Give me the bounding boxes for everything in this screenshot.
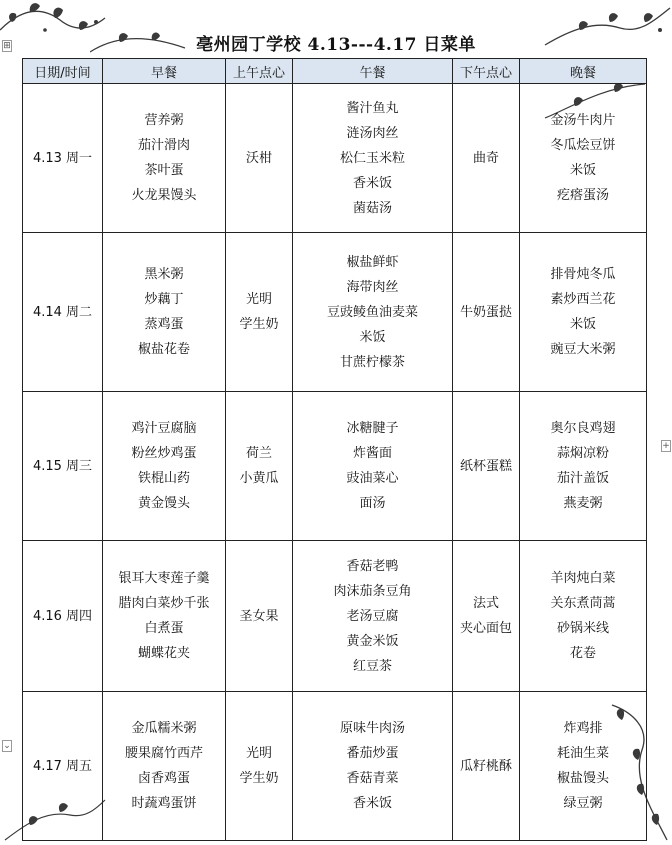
- menu-item: 花卷: [569, 646, 596, 661]
- header-morning-snack: 上午点心: [226, 59, 293, 84]
- menu-item: 香菇老鸭: [346, 558, 399, 574]
- menu-item: 小黄瓜: [239, 471, 279, 486]
- menu-item: 香米饭: [352, 796, 392, 811]
- dinner-cell: [520, 84, 647, 233]
- table-row: [23, 692, 647, 841]
- afternoon-snack-cell: [453, 233, 520, 392]
- menu-item: 涟汤肉丝: [346, 125, 399, 141]
- menu-item: 炸鸡排: [563, 721, 603, 736]
- menu-item: 香菇青菜: [346, 771, 399, 786]
- menu-item: 夹心面包: [459, 621, 512, 636]
- menu-item: 铁棍山药: [137, 471, 190, 486]
- breakfast-cell: [103, 692, 226, 841]
- header-date: 日期/时间: [23, 59, 103, 84]
- menu-item: 时蔬鸡蛋饼: [131, 796, 197, 811]
- menu-item: 羊肉炖白菜: [550, 571, 616, 586]
- afternoon-snack-cell: [453, 541, 520, 692]
- menu-item: 黄金米饭: [346, 633, 399, 649]
- menu-item: 红豆茶: [352, 658, 392, 674]
- table-row: [23, 392, 647, 541]
- lunch-cell: [293, 233, 453, 392]
- menu-item: 面汤: [359, 496, 386, 511]
- menu-item: 米饭: [569, 317, 596, 332]
- date-cell: 4.13 周一: [23, 84, 103, 233]
- morning-snack-cell: [226, 692, 293, 841]
- menu-item: 菌菇汤: [352, 200, 392, 216]
- menu-item: 白煮蛋: [144, 621, 184, 636]
- date-cell: 4.17 周五: [23, 692, 103, 841]
- morning-snack-cell: [226, 392, 293, 541]
- breakfast-cell: [103, 84, 226, 233]
- menu-item: 砂锅米线: [556, 621, 609, 636]
- menu-item: 火龙果馒头: [131, 188, 197, 203]
- menu-item: 牛奶蛋挞: [459, 304, 512, 320]
- menu-item: 沃柑: [245, 150, 272, 166]
- dinner-cell: [520, 233, 647, 392]
- lunch-cell: [293, 541, 453, 692]
- header-afternoon-snack: 下午点心: [453, 59, 520, 84]
- menu-item: 原味牛肉汤: [339, 721, 405, 736]
- date-cell: 4.15 周三: [23, 392, 103, 541]
- menu-item: 黄金馒头: [137, 496, 190, 511]
- menu-item: 腰果腐竹西芹: [124, 746, 203, 761]
- menu-item: 排骨炖冬瓜: [550, 267, 616, 282]
- menu-item: 椒盐馒头: [556, 771, 609, 786]
- menu-item: 银耳大枣莲子羹: [118, 571, 210, 586]
- menu-item: 黑米粥: [144, 267, 184, 282]
- menu-item: 学生奶: [239, 771, 279, 786]
- menu-item: 炒藕丁: [144, 292, 184, 307]
- afternoon-snack-cell: [453, 84, 520, 233]
- header-row: [23, 59, 647, 84]
- menu-item: 卤香鸡蛋: [137, 771, 190, 786]
- menu-item: 米饭: [569, 163, 596, 178]
- morning-snack-cell: [226, 84, 293, 233]
- menu-item: 冬瓜烩豆饼: [550, 138, 616, 153]
- menu-item: 豌豆大米粥: [550, 342, 616, 357]
- menu-item: 耗油生菜: [556, 746, 609, 761]
- menu-item: 酱汁鱼丸: [346, 100, 399, 116]
- menu-item: 松仁玉米粒: [339, 150, 405, 166]
- menu-item: 疙瘩蛋汤: [556, 188, 609, 203]
- menu-item: 鸡汁豆腐脑: [131, 421, 197, 436]
- menu-item: 荷兰: [245, 446, 272, 461]
- add-column-icon[interactable]: +: [662, 441, 670, 451]
- menu-item: 炸酱面: [352, 446, 392, 461]
- lunch-cell: [293, 84, 453, 233]
- menu-item: 蒸鸡蛋: [144, 317, 184, 332]
- morning-snack-cell: [226, 541, 293, 692]
- menu-item: 绿豆粥: [563, 796, 603, 811]
- menu-item: 豉油菜心: [346, 471, 399, 486]
- date-cell: 4.14 周二: [23, 233, 103, 392]
- menu-item: 甘蔗柠檬茶: [339, 354, 405, 370]
- menu-item: 曲奇: [472, 150, 499, 166]
- menu-item: 素炒西兰花: [550, 292, 616, 307]
- menu-item: 法式: [472, 596, 499, 611]
- page-title: 亳州园丁学校 4.13---4.17 日菜单: [196, 35, 476, 55]
- afternoon-snack-cell: [453, 392, 520, 541]
- table-row: [23, 541, 647, 692]
- dinner-cell: [520, 392, 647, 541]
- menu-item: 金汤牛肉片: [550, 113, 616, 128]
- menu-item: 番茄炒蛋: [346, 746, 399, 761]
- menu-item: 冰糖腱子: [346, 421, 399, 436]
- menu-item: 燕麦粥: [563, 496, 603, 511]
- menu-item: 茶叶蛋: [144, 163, 184, 178]
- header-breakfast: 早餐: [103, 59, 226, 84]
- dinner-cell: [520, 692, 647, 841]
- menu-item: 蝴蝶花夹: [137, 646, 190, 661]
- header-lunch: 午餐: [293, 59, 453, 84]
- menu-item: 椒盐花卷: [137, 342, 190, 357]
- dinner-cell: [520, 541, 647, 692]
- menu-item: 茄汁滑肉: [137, 138, 190, 153]
- menu-item: 瓜籽桃酥: [459, 758, 512, 774]
- header-dinner: 晚餐: [520, 59, 647, 84]
- menu-table: [22, 58, 647, 841]
- menu-item: 学生奶: [239, 317, 279, 332]
- menu-item: 圣女果: [239, 608, 279, 624]
- menu-item: 粉丝炒鸡蛋: [131, 446, 197, 461]
- menu-item: 海带肉丝: [346, 279, 399, 295]
- lunch-cell: [293, 392, 453, 541]
- menu-item: 光明: [245, 292, 272, 307]
- menu-item: 豆豉鲮鱼油麦菜: [326, 304, 418, 320]
- date-cell: 4.16 周四: [23, 541, 103, 692]
- table-row: [23, 84, 647, 233]
- menu-item: 香米饭: [352, 175, 392, 191]
- menu-item: 茄汁盖饭: [556, 471, 609, 486]
- menu-item: 奥尔良鸡翅: [550, 421, 616, 436]
- menu-item: 椒盐鲜虾: [346, 254, 399, 270]
- menu-item: 老汤豆腐: [346, 608, 399, 624]
- expand-icon[interactable]: ⌄: [3, 741, 11, 751]
- menu-item: 蒜焖凉粉: [556, 446, 609, 461]
- menu-item: 营养粥: [144, 113, 184, 128]
- lunch-cell: [293, 692, 453, 841]
- breakfast-cell: [103, 392, 226, 541]
- breakfast-cell: [103, 541, 226, 692]
- menu-item: 光明: [245, 746, 272, 761]
- breakfast-cell: [103, 233, 226, 392]
- menu-item: 金瓜糯米粥: [131, 721, 197, 736]
- morning-snack-cell: [226, 233, 293, 392]
- menu-item: 肉沫茄条豆角: [333, 583, 412, 599]
- table-row: [23, 233, 647, 392]
- afternoon-snack-cell: [453, 692, 520, 841]
- table-move-handle[interactable]: ⊞: [3, 41, 11, 51]
- menu-item: 米饭: [359, 329, 386, 345]
- menu-item: 腊肉白菜炒千张: [118, 596, 210, 611]
- menu-item: 关东煮茼蒿: [550, 596, 616, 611]
- menu-item: 纸杯蛋糕: [459, 458, 512, 474]
